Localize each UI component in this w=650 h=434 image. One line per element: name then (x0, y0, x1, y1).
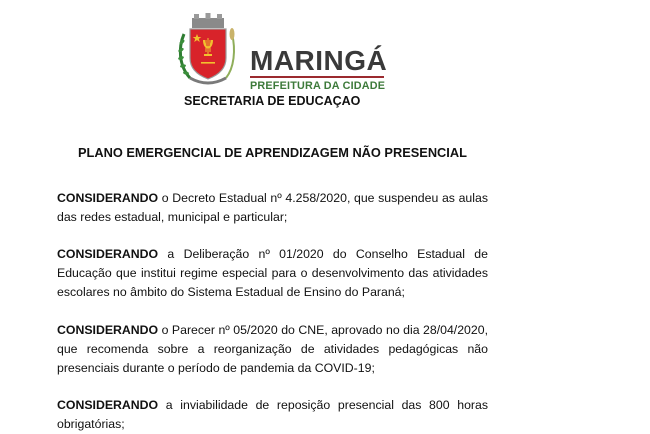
document-title: PLANO EMERGENCIAL DE APRENDIZAGEM NÃO PRESENCIAL (78, 145, 467, 160)
paragraph (57, 245, 488, 302)
city-name: MARINGÁ (250, 45, 388, 76)
paragraph (57, 321, 488, 378)
department-heading: SECRETARIA DE EDUCAÇAO (184, 94, 361, 108)
logo-wordmark (250, 45, 388, 92)
paragraph-text: o Decreto Estadual nº 4.258/2020, que suspendeu as aulas das redes estadual, municipal e particular; (57, 191, 488, 224)
paragraph-text: a inviabilidade de reposição presencial das 800 horas obrigatórias; (57, 398, 488, 431)
paragraph (57, 189, 488, 227)
logo-divider (250, 76, 384, 78)
paragraph-keyword: CONSIDERANDO (57, 247, 159, 261)
paragraph-keyword: CONSIDERANDO (57, 323, 159, 337)
paragraph-keyword: CONSIDERANDO (57, 398, 159, 412)
prefeitura-logo (176, 12, 388, 92)
paragraph-text: a Deliberação nº 01/2020 do Conselho Estadual de Educação que institui regime especial para o desenvolvimento das atividades escolares no âmbito do Sistema Estadual de Ensino do Paraná; (57, 247, 488, 299)
city-subtitle: PREFEITURA DA CIDADE (250, 80, 386, 92)
maringa-coat-of-arms-icon (176, 12, 240, 88)
paragraph (57, 396, 488, 434)
paragraph-keyword: CONSIDERANDO (57, 191, 159, 205)
paragraph-text: o Parecer nº 05/2020 do CNE, aprovado no dia 28/04/2020, que recomenda sobre a reorganização de atividades pedagógicas não presenciais durante o período de pandemia da COVID-19; (57, 323, 488, 375)
